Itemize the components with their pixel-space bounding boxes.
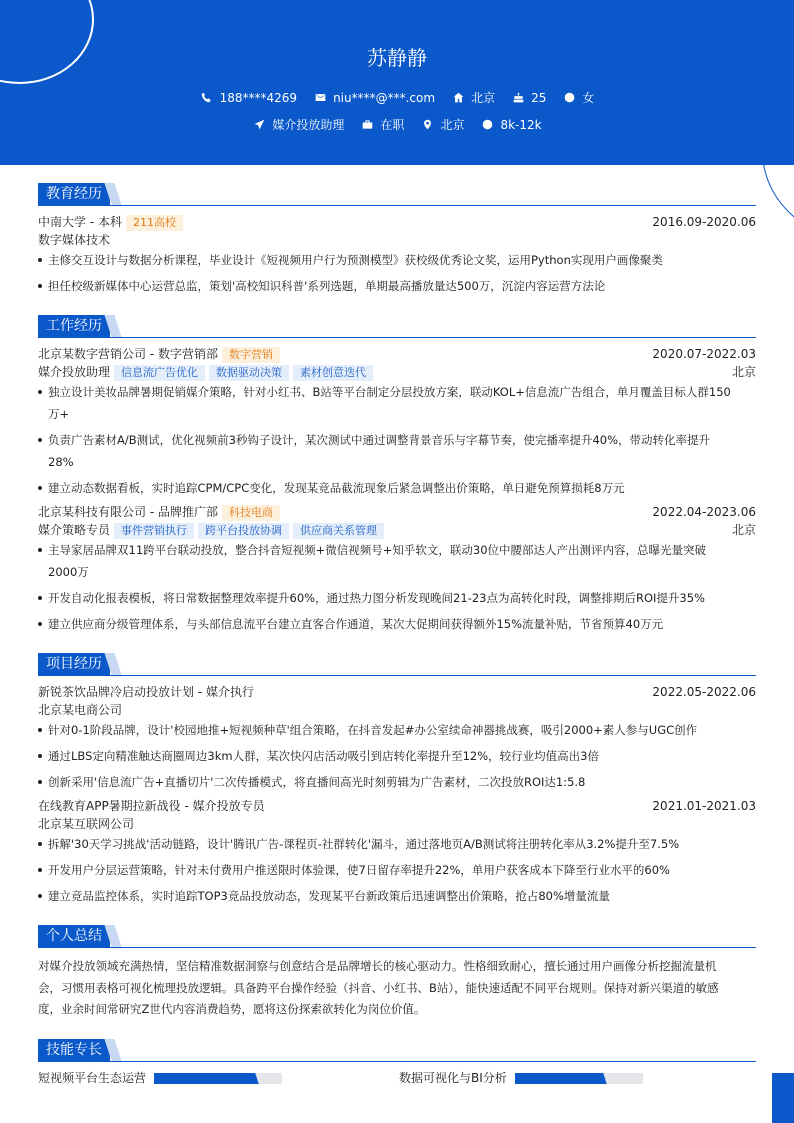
list-item: 建立供应商分级管理体系，与头部信息流平台建立直客合作通道，某次大促期间获得额外15%流量补贴，节省预算40万元 <box>38 613 756 635</box>
school-tag: 211高校 <box>126 215 183 231</box>
mail-icon <box>313 91 327 105</box>
project-org: 北京某电商公司 <box>38 703 123 717</box>
phone-item <box>200 91 297 105</box>
project-date: 2022.05-2022.06 <box>652 685 756 699</box>
job-role-line <box>38 363 756 381</box>
email-text: niu****@***.com <box>333 90 436 105</box>
project-title-line <box>38 683 756 701</box>
list-item: 拆解'30天学习挑战'活动链路，设计'腾讯广告-课程页-社群转化'漏斗，通过落地页A/B测试将注册转化率从3.2%提升至7.5% <box>38 833 756 855</box>
skill-item <box>38 1071 282 1085</box>
target-city-text: 北京 <box>440 118 465 132</box>
age-text: 25 <box>531 90 547 105</box>
city-item <box>451 89 495 106</box>
skill-level-bar <box>154 1073 282 1084</box>
skill-item <box>399 1071 643 1085</box>
skill-tag: 供应商关系管理 <box>293 523 384 539</box>
job-location: 北京 <box>731 365 756 379</box>
list-item: 开发自动化报表模板，将日常数据整理效率提升60%，通过热力图分析发现晚间21-23点为高转化时段，调整排期后ROI提升35% <box>38 587 756 609</box>
section-title: 工作经历 <box>38 315 110 337</box>
industry-tag: 科技电商 <box>222 505 280 521</box>
skill-label: 短视频平台生态运营 <box>38 1071 147 1085</box>
skill-tag: 跨平台投放协调 <box>198 523 289 539</box>
list-item: 担任校级新媒体中心运营总监，策划'高校知识科普'系列选题，单期最高播放量达500万，沉淀内容运营方法论 <box>38 275 756 297</box>
list-item: 独立设计美妆品牌暑期促销媒介策略，针对小红书、B站等平台制定分层投放方案，联动KOL+信息流广告组合，单月覆盖目标人群150 万+ <box>38 381 756 425</box>
job-role: 媒介投放助理 <box>38 365 111 379</box>
summary-section-header <box>38 925 756 948</box>
section-title: 项目经历 <box>38 653 110 675</box>
candidate-name: 苏静静 <box>367 46 427 70</box>
skill-level-bar <box>515 1073 643 1084</box>
salary-text: 8k-12k <box>500 117 542 132</box>
position-text: 媒介投放助理 <box>272 118 345 132</box>
job-role-line <box>38 521 756 539</box>
send-icon <box>252 118 266 132</box>
position-item <box>252 116 344 133</box>
target-city-item <box>420 116 464 133</box>
job-date: 2020.07-2022.03 <box>652 347 756 361</box>
job-location: 北京 <box>731 523 756 537</box>
age-item <box>511 91 546 105</box>
education-date: 2016.09-2020.06 <box>652 215 756 229</box>
projects-section-header <box>38 653 756 676</box>
phone-icon <box>200 91 214 105</box>
company-name: 北京某数字营销公司 - 数字营销部 <box>38 347 218 361</box>
skill-label: 数据可视化与BI分析 <box>399 1071 507 1085</box>
section-title: 个人总结 <box>38 925 110 947</box>
job-company-line <box>38 503 756 521</box>
industry-tag: 数字营销 <box>222 347 280 363</box>
skill-tag: 信息流广告优化 <box>114 365 205 381</box>
list-item: 主导家居品牌双11跨平台联动投放，整合抖音短视频+微信视频号+知乎软文，联动30位中腰部达人产出测评内容，总曝光量突破 2000万 <box>38 539 756 583</box>
project-org: 北京某互联网公司 <box>38 817 135 831</box>
job-date: 2022.04-2023.06 <box>652 505 756 519</box>
decorative-side-bar <box>772 1073 794 1123</box>
phone-text: 188****4269 <box>219 90 298 105</box>
project-name: 新锐茶饮品牌冷启动投放计划 - 媒介执行 <box>38 685 254 699</box>
work-section-header <box>38 315 756 338</box>
list-item: 建立动态数据看板，实时追踪CPM/CPC变化，发现某竞品截流现象后紧急调整出价策略，单日避免预算损耗8万元 <box>38 477 756 499</box>
resume-header <box>0 0 794 165</box>
location-pin-icon <box>420 118 434 132</box>
gender-icon <box>562 91 576 105</box>
home-icon <box>451 91 465 105</box>
skill-tag: 事件营销执行 <box>114 523 194 539</box>
salary-item <box>480 118 541 132</box>
job-role: 媒介策略专员 <box>38 523 111 537</box>
project-name: 在线教育APP暑期拉新战役 - 媒介投放专员 <box>38 799 265 813</box>
section-title: 教育经历 <box>38 183 110 205</box>
list-item: 开发用户分层运营策略，针对未付费用户推送限时体验课，使7日留存率提升22%，单用户获客成本下降至行业水平的60% <box>38 859 756 881</box>
summary-text: 对媒介投放领域充满热情，坚信精准数据洞察与创意结合是品牌增长的核心驱动力。性格细致耐心，擅长通过用户画像分析挖掘流量机 会，习惯用表格可视化梳理投放逻辑。具备跨平台操作经验（抖音、小红书、B站），能快速适配不同平台规则。保持对新兴渠道的敏感 度，业余时间常研究Z世代内容消费趋势，愿将这份探索欲转化为岗位价值。 <box>38 959 719 1016</box>
money-icon <box>480 118 494 132</box>
status-item <box>360 116 404 133</box>
list-item: 创新采用'信息流广告+直播切片'二次传播模式，将直播间高光时刻剪辑为广告素材，二次投放ROI达1:5.8 <box>38 771 756 793</box>
city-text: 北京 <box>471 91 496 105</box>
skills-section-header <box>38 1039 756 1062</box>
list-item: 负责广告素材A/B测试，优化视频前3秒钩子设计，某次测试中通过调整背景音乐与字幕节奏，使完播率提升40%，带动转化率提升 28% <box>38 429 756 473</box>
section-title: 技能专长 <box>38 1039 110 1061</box>
major: 数字媒体技术 <box>38 233 111 247</box>
project-title-line <box>38 797 756 815</box>
skill-tag: 数据驱动决策 <box>209 365 289 381</box>
list-item: 主修交互设计与数据分析课程，毕业设计《短视频用户行为预测模型》获校级优秀论文奖，运用Python实现用户画像聚类 <box>38 249 756 271</box>
job-company-line <box>38 345 756 363</box>
gender-item <box>562 89 594 106</box>
briefcase-icon <box>360 118 374 132</box>
email-item <box>313 91 435 105</box>
cake-icon <box>511 91 525 105</box>
school-name: 中南大学 - 本科 <box>38 215 122 229</box>
status-text: 在职 <box>380 118 405 132</box>
skill-tag: 素材创意迭代 <box>293 365 373 381</box>
job-intent-row <box>0 116 794 133</box>
education-section-header <box>38 183 756 206</box>
list-item: 通过LBS定向精准触达商圈周边3km人群，某次快闪店活动吸引到店转化率提升至12%，较行业均值高出3倍 <box>38 745 756 767</box>
contact-row <box>0 89 794 106</box>
list-item: 针对0-1阶段品牌，设计'校园地推+短视频种草'组合策略，在抖音发起#办公室续命神器挑战赛，吸引2000+素人参与UGC创作 <box>38 719 756 741</box>
education-school-line <box>38 213 756 231</box>
list-item: 建立竞品监控体系，实时追踪TOP3竞品投放动态，发现某平台新政策后迅速调整出价策略，抢占80%增量流量 <box>38 885 756 907</box>
company-name: 北京某科技有限公司 - 品牌推广部 <box>38 505 218 519</box>
project-date: 2021.01-2021.03 <box>652 799 756 813</box>
gender-text: 女 <box>582 91 595 105</box>
